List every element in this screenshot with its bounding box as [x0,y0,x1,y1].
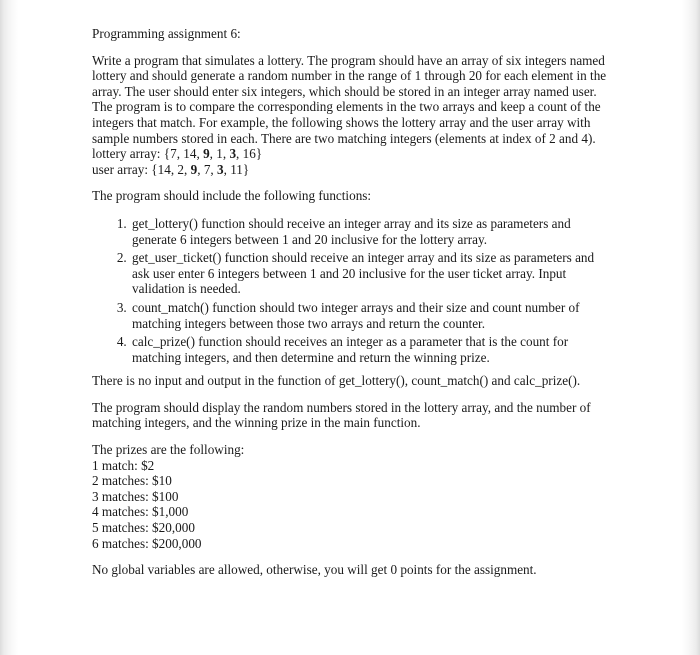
function-item: 2. get_user_ticket() function should receive an integer array and its size as parameters and ask user enter 6 integers between 1 and 20 inclusive for the user ticket array. Input validation is needed. [130,250,612,297]
assignment-title: Programming assignment 6: [92,26,241,41]
function-item: 4. calc_prize() function should receives an integer as a parameter that is the count for matching integers, and then determine and return the winning prize. [130,334,612,365]
user-array-example: user array: {14, 2, 9, 7, 3, 11} [92,161,250,177]
display-note: The program should display the random numbers stored in the lottery array, and the number of matching integers, and the winning prize in the main function. [92,399,591,431]
lottery-array-example: lottery array: {7, 14, 9, 1, 3, 16} [92,146,263,162]
prize-line: 4 matches: $1,000 [92,504,189,520]
prize-line: 6 matches: $200,000 [92,535,202,551]
function-item: 3. count_match() function should two integer arrays and their size and count number of matching integers between those two arrays and return the counter. [130,300,612,331]
prize-line: 1 match: $2 [92,457,155,473]
footer-note: No global variables are allowed, otherwise, you will get 0 points for the assignment. [92,562,537,578]
intro-paragraph: Write a program that simulates a lottery. The program should have an array of six integers named lottery and should generate a random number in the range of 1 through 20 for each element in the array. The user should enter six integers, which should be stored in an integer array named user. The program is to compare the corresponding elements in the two arrays and keep a count of the integers that match. For example, the following shows the lottery array and the user array with sample numbers stored in each. There are two matching integers (elements at index of 2 and 4). [92,52,607,146]
page-edge-left [0,0,18,655]
page-edge-right [682,0,700,655]
function-item: 1. get_lottery() function should receive an integer array and its size as parameters and generate 6 integers between 1 and 20 inclusive for the lottery array. [130,216,612,247]
example-arrays [92,146,612,177]
prizes-heading: The prizes are the following: [92,442,245,458]
prizes-section [92,442,612,551]
functions-list [92,216,612,365]
no-io-note: There is no input and output in the function of get_lottery(), count_match() and calc_prize(). [92,373,581,389]
functions-heading: The program should include the following functions: [92,188,372,204]
prize-line: 2 matches: $10 [92,473,172,489]
document-content [92,26,612,578]
prize-line: 3 matches: $100 [92,488,179,504]
prize-line: 5 matches: $20,000 [92,520,195,536]
